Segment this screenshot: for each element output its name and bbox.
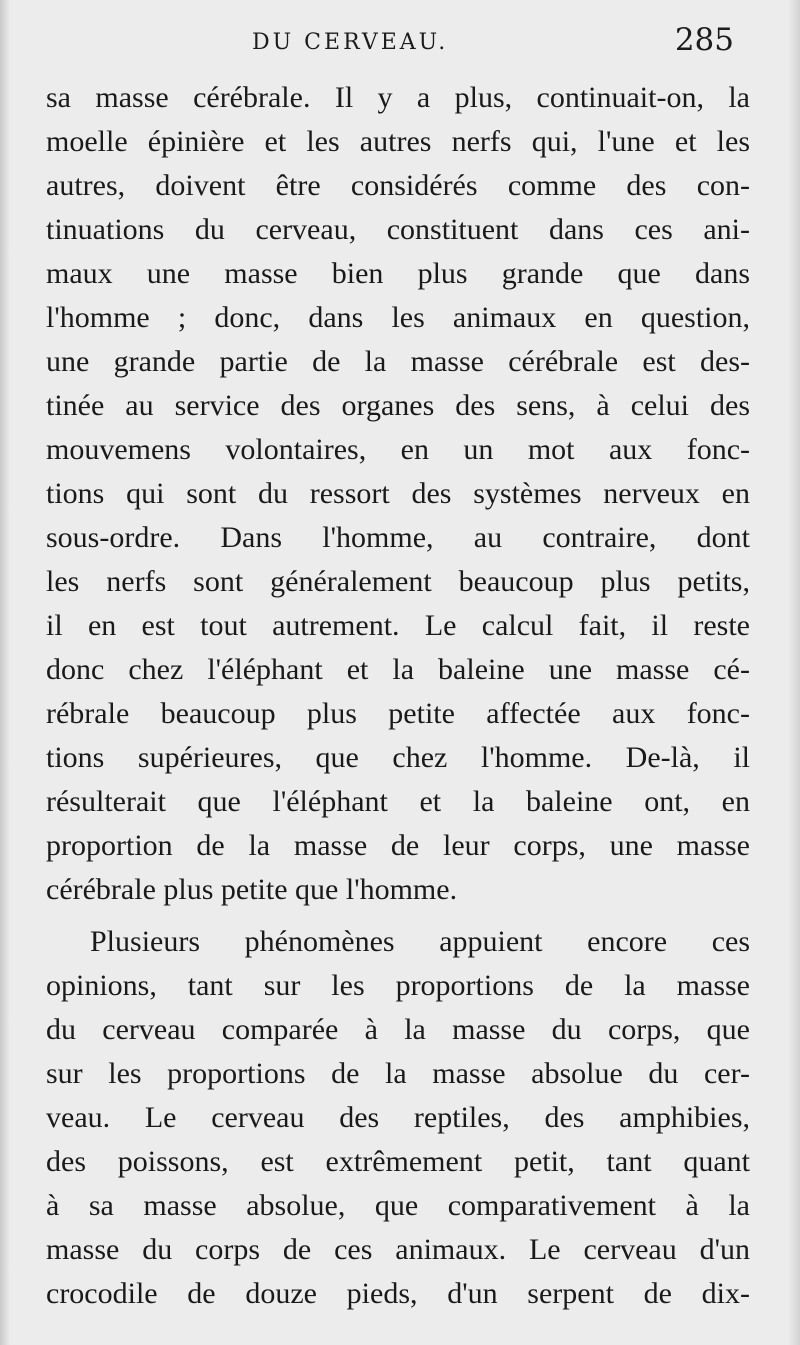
text-line: tions supérieures, que chez l'homme. De-là, il <box>46 741 750 774</box>
page-edge-shadow-right <box>788 0 800 1345</box>
text-line: à sa masse absolue, que comparativement à la <box>46 1189 750 1222</box>
text-line: il en est tout autrement. Le calcul fait, il reste <box>46 609 750 642</box>
text-line: maux une masse bien plus grande que dans <box>46 257 750 290</box>
text-line: opinions, tant sur les proportions de la masse <box>46 969 750 1002</box>
page-number: 285 <box>674 22 734 58</box>
text-line: résulterait que l'éléphant et la baleine ont, en <box>46 785 750 818</box>
running-head: DU CERVEAU. <box>252 30 449 55</box>
text-line: sa masse cérébrale. Il y a plus, continuait-on, la <box>46 81 750 114</box>
text-line: mouvemens volontaires, en un mot aux fonc- <box>46 433 750 466</box>
page-body <box>46 76 750 1316</box>
text-line: cérébrale plus petite que l'homme. <box>46 873 458 906</box>
text-line: des poissons, est extrêmement petit, tant quant <box>46 1145 750 1178</box>
page-header <box>0 20 800 80</box>
paragraph-spacer <box>46 912 750 920</box>
text-line: du cerveau comparée à la masse du corps, que <box>46 1013 750 1046</box>
text-line: rébrale beaucoup plus petite affectée aux fonc- <box>46 697 750 730</box>
paragraph-1 <box>46 76 750 912</box>
text-line: l'homme ; donc, dans les animaux en question, <box>46 301 750 334</box>
text-line: autres, doivent être considérés comme des con- <box>46 169 750 202</box>
text-line: tinuations du cerveau, constituent dans ces ani- <box>46 213 750 246</box>
text-line: sur les proportions de la masse absolue du cer- <box>46 1057 750 1090</box>
text-line: veau. Le cerveau des reptiles, des amphibies, <box>46 1101 750 1134</box>
text-line: proportion de la masse de leur corps, une masse <box>46 829 750 862</box>
text-line: moelle épinière et les autres nerfs qui, l'une et les <box>46 125 750 158</box>
text-line: Plusieurs phénomènes appuient encore ces <box>90 925 750 958</box>
text-line: sous-ordre. Dans l'homme, au contraire, dont <box>46 521 750 554</box>
text-line: crocodile de douze pieds, d'un serpent de dix- <box>46 1277 750 1310</box>
page-edge-shadow-left <box>0 0 10 1345</box>
paragraph-2 <box>46 920 750 1316</box>
text-line: les nerfs sont généralement beaucoup plus petits, <box>46 565 750 598</box>
text-line: une grande partie de la masse cérébrale est des- <box>46 345 750 378</box>
text-line: tions qui sont du ressort des systèmes nerveux en <box>46 477 750 510</box>
text-line: tinée au service des organes des sens, à celui des <box>46 389 750 422</box>
text-line: masse du corps de ces animaux. Le cerveau d'un <box>46 1233 750 1266</box>
text-line: donc chez l'éléphant et la baleine une masse cé- <box>46 653 750 686</box>
